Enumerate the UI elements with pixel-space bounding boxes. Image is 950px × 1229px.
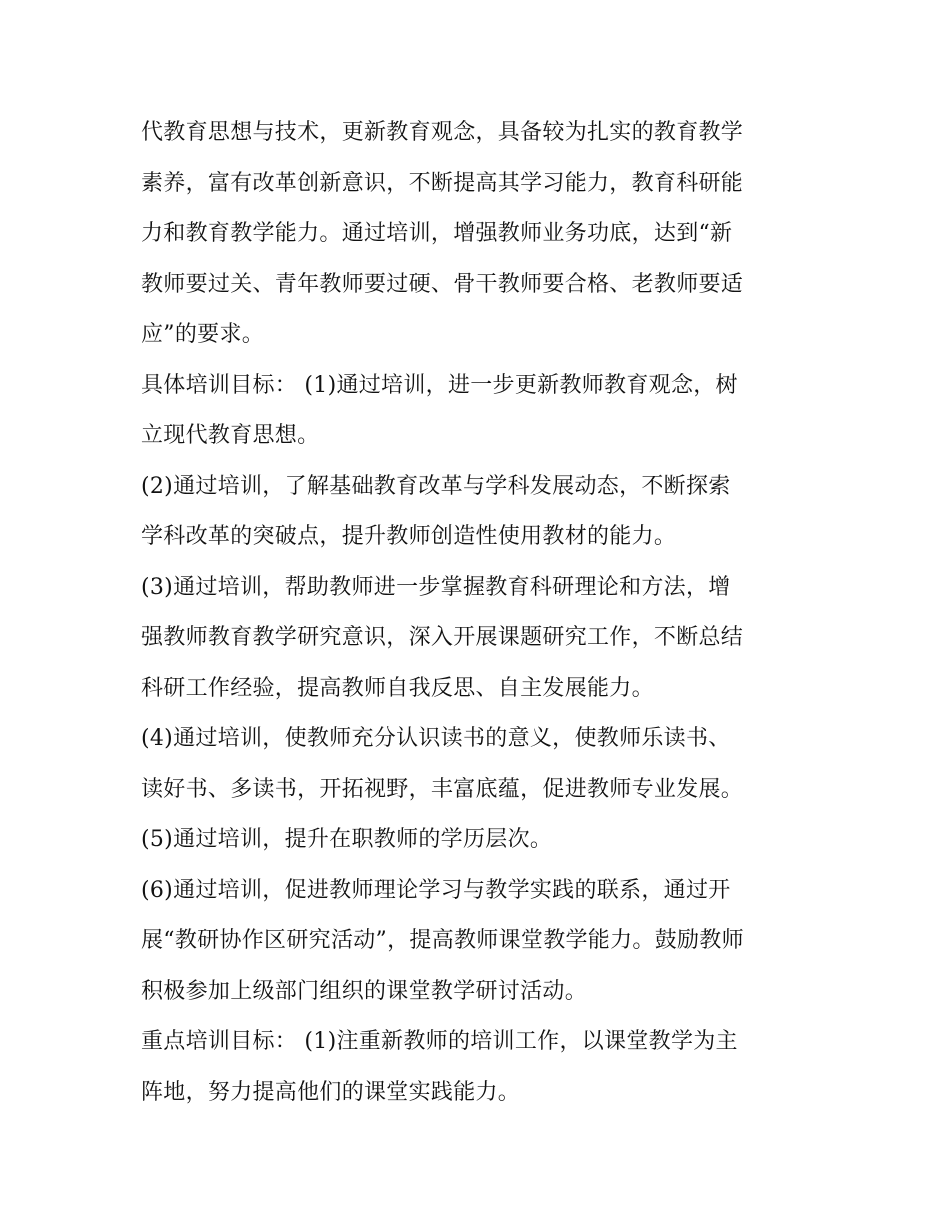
paragraph-specific-goals (141, 361, 813, 462)
text-line: (4)通过培训，使教师充分认识读书的意义，使教师乐读书、 (141, 726, 731, 751)
text-line: 代教育思想与技术，更新教育观念，具备较为扎实的教育教学 (141, 120, 744, 145)
paragraph-goal-3 (141, 563, 813, 715)
text-line: 重点培训目标： (1)注重新教师的培训工作，以课堂教学为主 (141, 1029, 738, 1054)
text-line: 具体培训目标： (1)通过培训，进一步更新教师教育观念，树 (141, 372, 738, 398)
text-line: 阵地，努力提高他们的课堂实践能力。 (141, 1079, 521, 1105)
text-line: 教师要过关、青年教师要过硬、骨干教师要合格、老教师要适 (141, 271, 744, 297)
paragraph-key-goals (141, 1017, 813, 1118)
paragraph-goal-2 (141, 462, 813, 563)
text-line: 科研工作经验，提高教师自我反思、自主发展能力。 (141, 675, 654, 701)
text-line: 强教师教育教学研究意识，深入开展课题研究工作，不断总结 (141, 625, 744, 650)
text-line: 素养，富有改革创新意识，不断提高其学习能力，教育科研能 (141, 170, 744, 196)
text-line: (5)通过培训，提升在职教师的学历层次。 (141, 827, 553, 852)
document-body (141, 108, 813, 1118)
text-line: 学科改革的突破点，提升教师创造性使用教材的能力。 (141, 524, 677, 549)
text-line: (3)通过培训，帮助教师进一步掌握教育科研理论和方法，增 (141, 574, 731, 600)
paragraph-goal-4 (141, 714, 813, 815)
text-line: (2)通过培训，了解基础教育改革与学科发展动态，不断探索 (141, 473, 731, 499)
text-line: 读好书、多读书，开拓视野，丰富底蕴，促进教师专业发展。 (141, 776, 744, 802)
text-line: 积极参加上级部门组织的课堂教学研讨活动。 (141, 978, 588, 1004)
paragraph-goal-6 (141, 866, 813, 1018)
text-line: 展“教研协作区研究活动”，提高教师课堂教学能力。鼓励教师 (141, 928, 744, 953)
text-line: 立现代教育思想。 (141, 423, 320, 448)
paragraph-intro-continuation (141, 108, 813, 361)
text-line: 应”的要求。 (141, 322, 265, 347)
paragraph-goal-5 (141, 815, 813, 866)
text-line: 力和教育教学能力。通过培训，增强教师业务功底，达到“新 (141, 221, 733, 246)
text-line: (6)通过培训，促进教师理论学习与教学实践的联系，通过开 (141, 877, 731, 903)
